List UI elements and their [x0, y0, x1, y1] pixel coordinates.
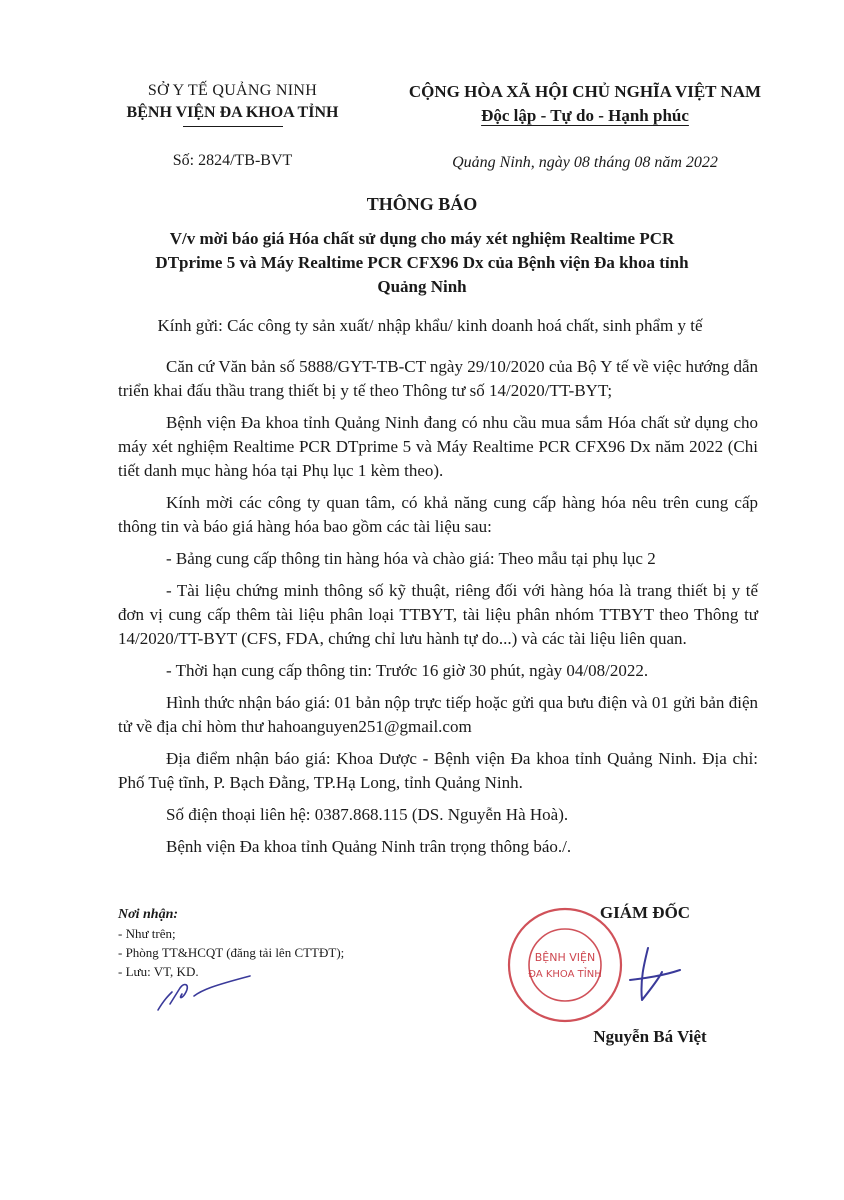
signer-title: GIÁM ĐỐC — [599, 903, 691, 922]
header-left-rule — [183, 126, 283, 127]
body-paragraph: Hình thức nhận báo giá: 01 bản nộp trực tiếp hoặc gửi qua bưu điện và 01 gửi bản điện tử về địa chỉ hòm thư hahoanguyen251@gmail.com — [118, 693, 758, 736]
body-paragraph: - Bảng cung cấp thông tin hàng hóa và chào giá: Theo mẫu tại phụ lục 2 — [166, 549, 656, 568]
body-paragraph: Số điện thoại liên hệ: 0387.868.115 (DS. Nguyễn Hà Hoà). — [166, 805, 569, 824]
place-and-date: Quảng Ninh, ngày 08 tháng 08 năm 2022 — [452, 154, 718, 171]
recipients-item: - Lưu: VT, KD. — [118, 964, 199, 979]
body-paragraph: Địa điểm nhận báo giá: Khoa Dược - Bệnh viện Đa khoa tỉnh Quảng Ninh. Địa chỉ: Phố Tuệ tĩnh, P. Bạch Đằng, TP.Hạ Long, tỉnh Quảng Ninh. — [118, 749, 758, 792]
body-paragraph: Bệnh viện Đa khoa tỉnh Quảng Ninh đang có nhu cầu mua sắm Hóa chất sử dụng cho máy xét nghiệm Realtime PCR DTprime 5 và Máy Realtime PCR CFX96 Dx năm 2022 (Chi tiết danh mục hàng hóa tại Phụ lục 1 kèm theo). — [118, 413, 758, 480]
recipient-line: Kính gửi: Các công ty sản xuất/ nhập khẩu/ kinh doanh hoá chất, sinh phẩm y tế — [157, 316, 703, 335]
handwritten-signature — [600, 940, 690, 1020]
document-number: Số: 2824/TB-BVT — [172, 152, 293, 169]
stamp-text-1: BỆNH VIỆN — [534, 951, 596, 964]
document-subject: V/v mời báo giá Hóa chất sử dụng cho máy xét nghiệm Realtime PCR DTprime 5 và Máy Realtime PCR CFX96 Dx của Bệnh viện Đa khoa tỉnh Quảng Ninh — [155, 229, 689, 296]
initials-scribble — [150, 970, 260, 1020]
republic-name: CỘNG HÒA XÃ HỘI CHỦ NGHĨA VIỆT NAM — [408, 82, 762, 101]
recipients-title: Nơi nhận: — [118, 907, 179, 922]
stamp-text-2: ĐA KHOA TỈNH — [528, 969, 602, 980]
recipients-item: - Phòng TT&HCQT (đăng tải lên CTTĐT); — [118, 945, 345, 960]
body-paragraph: - Tài liệu chứng minh thông số kỹ thuật, riêng đối với hàng hóa là trang thiết bị y tế đơn vị cung cấp thêm tài liệu phân loại TTBYT, tài liệu phân nhóm TTBYT theo Thông tư 14/2020/TT-BYT (CFS, FDA, chứng chỉ lưu hành tự do...) và các tài liệu liên quan. — [118, 581, 758, 648]
hospital-name: BỆNH VIỆN ĐA KHOA TỈNH — [126, 104, 339, 121]
body-paragraph: Căn cứ Văn bản số 5888/GYT-TB-CT ngày 29/10/2020 của Bộ Y tế về việc hướng dẫn triển khai đấu thầu trang thiết bị y tế theo Thông tư số 14/2020/TT-BYT; — [118, 357, 758, 400]
issuer-header — [100, 80, 365, 127]
recipients-item: - Như trên; — [118, 926, 176, 941]
department-name: SỞ Y TẾ QUẢNG NINH — [147, 82, 318, 99]
document-title: THÔNG BÁO — [366, 194, 478, 214]
national-header — [385, 80, 785, 128]
national-motto: Độc lập - Tự do - Hạnh phúc — [481, 106, 689, 125]
body-paragraph: Bệnh viện Đa khoa tỉnh Quảng Ninh trân trọng thông báo./. — [166, 837, 572, 856]
signer-name: Nguyễn Bá Việt — [593, 1027, 707, 1046]
body-paragraph: - Thời hạn cung cấp thông tin: Trước 16 giờ 30 phút, ngày 04/08/2022. — [166, 661, 649, 680]
document-body — [118, 355, 758, 867]
body-paragraph: Kính mời các công ty quan tâm, có khả năng cung cấp hàng hóa nêu trên cung cấp thông tin và báo giá hàng hóa bao gồm các tài liệu sau: — [118, 493, 758, 536]
